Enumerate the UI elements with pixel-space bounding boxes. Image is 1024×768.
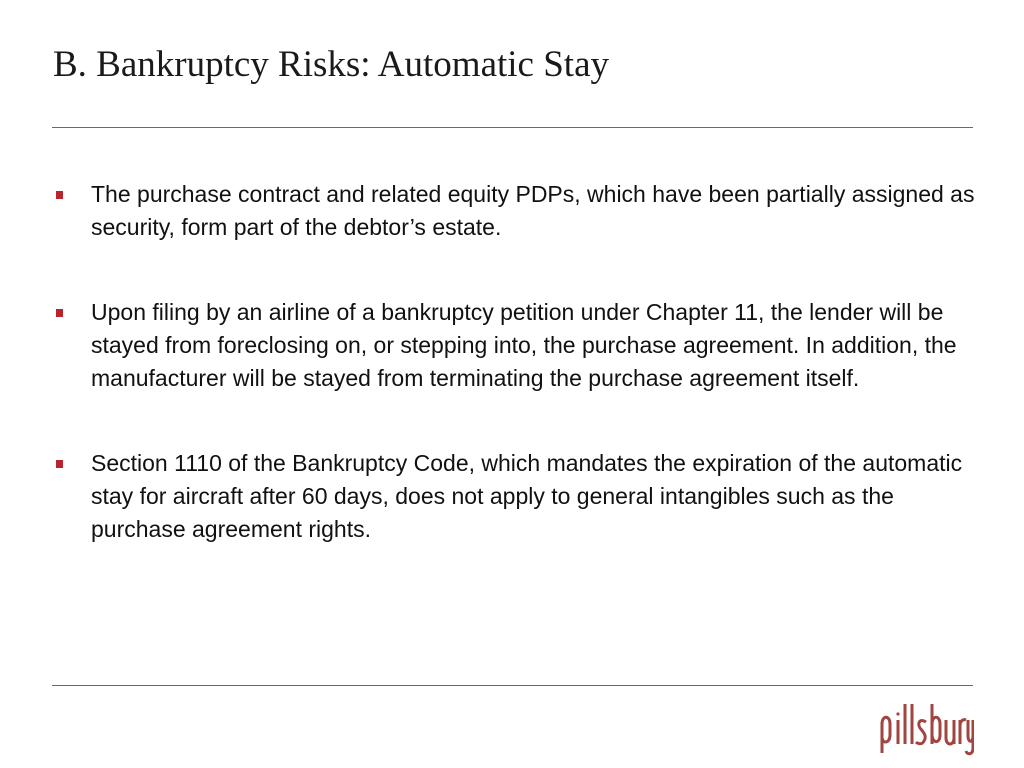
bullet-text: The purchase contract and related equity PDPs, which have been partially assigned as security, form part of the debtor’s estate. xyxy=(91,181,975,240)
title-divider xyxy=(52,127,973,128)
bullet-text: Section 1110 of the Bankruptcy Code, which mandates the expiration of the automatic stay for aircraft after 60 days, does not apply to general intangibles such as the purchase agreement rights. xyxy=(91,450,963,542)
bullet-item xyxy=(54,447,984,546)
bullet-text: Upon filing by an airline of a bankruptcy petition under Chapter 11, the lender will be stayed from foreclosing on, or stepping into, the purchase agreement. In addition, the manufacturer will be stayed from terminating the purchase agreement itself. xyxy=(91,299,957,391)
square-bullet-icon xyxy=(56,460,63,468)
square-bullet-icon xyxy=(56,309,63,317)
pillsbury-logo xyxy=(880,700,974,756)
bullet-list xyxy=(54,178,984,546)
bullet-item xyxy=(54,296,984,395)
bullet-item xyxy=(54,178,984,244)
square-bullet-icon xyxy=(56,191,63,199)
footer-divider xyxy=(52,685,973,686)
slide-title: B. Bankruptcy Risks: Automatic Stay xyxy=(53,44,610,85)
